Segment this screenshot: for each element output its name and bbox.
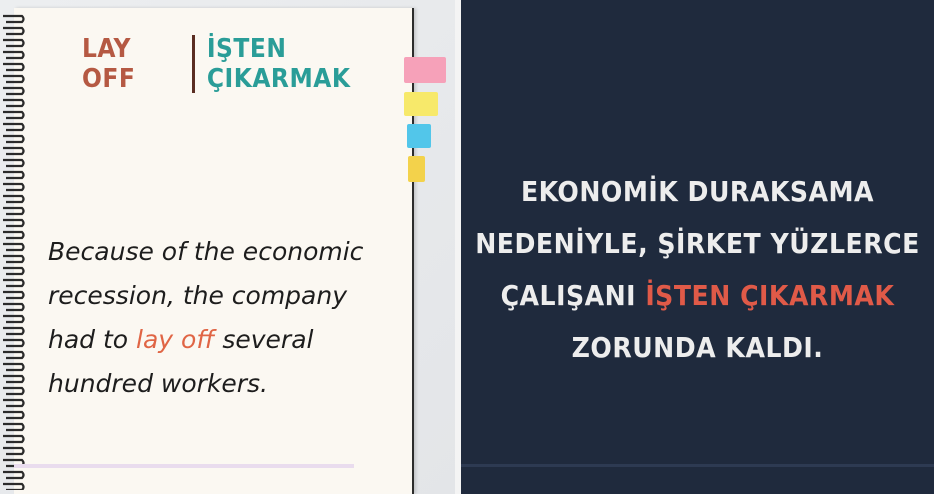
spiral-binding-icon [0,10,26,490]
spiral-ring [3,208,24,214]
spiral-ring [3,304,24,310]
spiral-ring [3,124,24,130]
spiral-ring [3,400,24,406]
spiral-ring [3,448,24,454]
spiral-ring [3,244,24,250]
spiral-ring [3,316,24,322]
spiral-ring [3,172,24,178]
spiral-ring [3,268,24,274]
translation-highlight: İŞTEN ÇIKARMAK [645,279,895,312]
spiral-ring [3,52,24,58]
spiral-ring [3,220,24,226]
panel-bottom-strip [461,464,934,467]
spiral-ring [3,64,24,70]
spiral-ring [3,340,24,346]
translation-panel [461,0,934,494]
example-sentence [48,230,398,406]
spiral-ring [3,376,24,382]
spiral-ring [3,292,24,298]
spiral-ring [3,100,24,106]
translation-text-end: ZORUNDA KALDI. [571,331,824,364]
translation-text-start: EKONOMİK DURAKSAMA NEDENİYLE, ŞİRKET YÜZLERCE ÇALIŞANI [475,175,920,312]
spiral-ring [3,412,24,418]
spiral-ring [3,88,24,94]
spiral-ring [3,16,24,22]
turkish-translation [461,166,934,374]
sticky-tab-yellow [404,92,438,116]
spiral-ring [3,232,24,238]
term-turkish: İŞTEN ÇIKARMAK [206,34,351,94]
spiral-ring [3,472,24,478]
spiral-ring [3,256,24,262]
spiral-ring [3,364,24,370]
notebook-bottom-strip [14,464,354,468]
sticky-tab-blue [407,124,431,148]
spiral-ring [3,328,24,334]
spiral-ring [3,160,24,166]
spiral-ring [3,484,24,490]
notebook-page [14,8,414,494]
spiral-ring [3,76,24,82]
sticky-tab-gold [408,156,425,182]
spiral-ring [3,136,24,142]
spiral-ring [3,424,24,430]
example-text-end: several hundred workers. [48,325,314,398]
spiral-ring [3,148,24,154]
spiral-ring [3,196,24,202]
spiral-ring [3,436,24,442]
spiral-ring [3,112,24,118]
term-english: LAY OFF [82,34,136,94]
example-text-start: Because of the economic recession, the company had to [48,237,364,354]
example-highlight: lay off [136,325,215,354]
spiral-ring [3,40,24,46]
spiral-ring [3,352,24,358]
sticky-tab-pink [404,57,446,83]
spiral-ring [3,28,24,34]
vocabulary-title [82,34,412,94]
spiral-ring [3,184,24,190]
title-divider [192,35,195,93]
spiral-ring [3,388,24,394]
spiral-ring [3,280,24,286]
